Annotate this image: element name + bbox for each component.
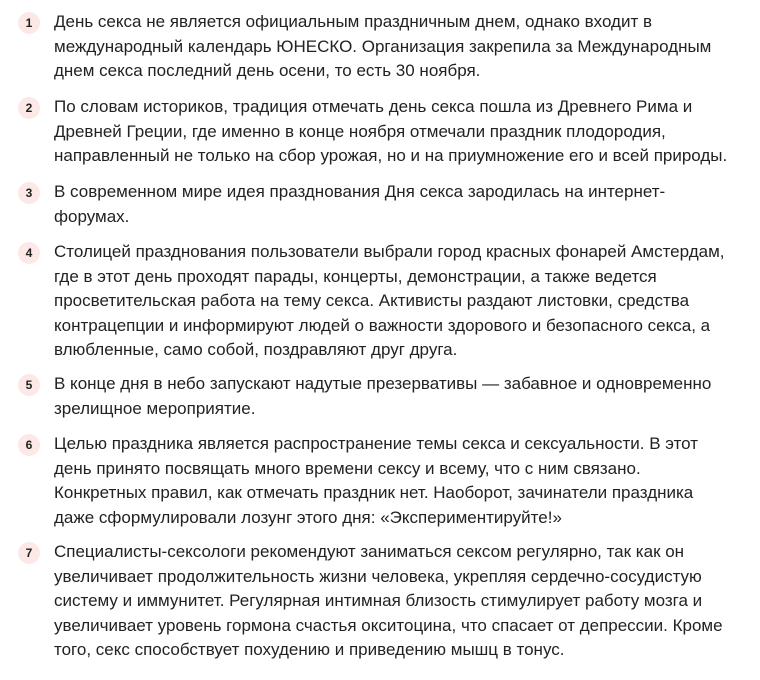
- item-text-line: увеличивает уровень гормона счастья окситоцина, что спасает от депрессии. Кроме: [54, 615, 723, 635]
- item-number-badge: 1: [18, 12, 40, 34]
- item-text: [54, 95, 744, 169]
- item-text-line: влюбленные, само собой, поздравляют друг друга.: [54, 340, 458, 359]
- item-number-badge: 5: [18, 374, 40, 396]
- item-text-line: Древней Греции, где именно в конце ноября отмечали праздник плодородия,: [54, 121, 666, 141]
- item-text: [54, 180, 744, 229]
- item-text: [54, 432, 744, 530]
- item-number-badge: 2: [18, 97, 40, 119]
- item-text-line: В конце дня в небо запускают надутые презервативы — забавное и одновременно: [54, 374, 712, 393]
- item-number-badge: 4: [18, 242, 40, 264]
- item-text-line: увеличивает продолжительность жизни человека, укрепляя сердечно-сосудистую: [54, 566, 702, 586]
- item-text: [54, 10, 744, 84]
- item-text: [54, 540, 744, 663]
- item-text-line: форумах.: [54, 206, 130, 226]
- item-text-line: Столицей празднования пользователи выбрали город красных фонарей Амстердам,: [54, 242, 725, 261]
- item-text-line: даже сформулировали лозунг этого дня: «Экспериментируйте!»: [54, 507, 562, 527]
- item-text-line: направленный не только на сбор урожая, но и на приумножение его и всей природы.: [54, 146, 728, 165]
- item-text-line: Специалисты-сексологи рекомендуют заниматься сексом регулярно, так как он: [54, 542, 685, 561]
- item-text-line: международный календарь ЮНЕСКО. Организация закрепила за Международным: [54, 36, 712, 56]
- item-text-line: того, секс способствует похудению и приведению мышц в тонус.: [54, 640, 565, 659]
- item-text-line: Конкретных правил, как отмечать праздник нет. Наоборот, зачинатели праздника: [54, 483, 694, 502]
- item-text: [54, 240, 744, 363]
- item-text-line: где в этот день проходят парады, концерты, демонстрации, а также ведется: [54, 266, 657, 286]
- item-text-line: днем секса последний день осени, то есть 30 ноября.: [54, 61, 481, 80]
- item-number-badge: 7: [18, 542, 40, 564]
- item-text-line: В современном мире идея празднования Дня секса зародилась на интернет-: [54, 182, 666, 201]
- item-text-line: День секса не является официальным праздничным днем, однако входит в: [54, 12, 653, 31]
- item-text-line: зрелищное мероприятие.: [54, 398, 256, 418]
- item-text-line: день принято посвящать много времени сексу и всему, что с ним связано.: [54, 458, 641, 478]
- item-number-badge: 3: [18, 182, 40, 204]
- item-text-line: Целью праздника является распространение темы секса и сексуальности. В этот: [54, 434, 699, 453]
- item-text-line: контрацепции и информируют людей о важности здорового и безопасного секса, а: [54, 315, 711, 335]
- item-text-line: систему и иммунитет. Регулярная интимная близость стимулирует работу мозга и: [54, 591, 703, 610]
- item-text-line: По словам историков, традиция отмечать день секса пошла из Древнего Рима и: [54, 97, 693, 116]
- item-text: [54, 372, 744, 421]
- item-text-line: просветительская работа на тему секса. Активисты раздают листовки, средства: [54, 291, 690, 310]
- item-number-badge: 6: [18, 434, 40, 456]
